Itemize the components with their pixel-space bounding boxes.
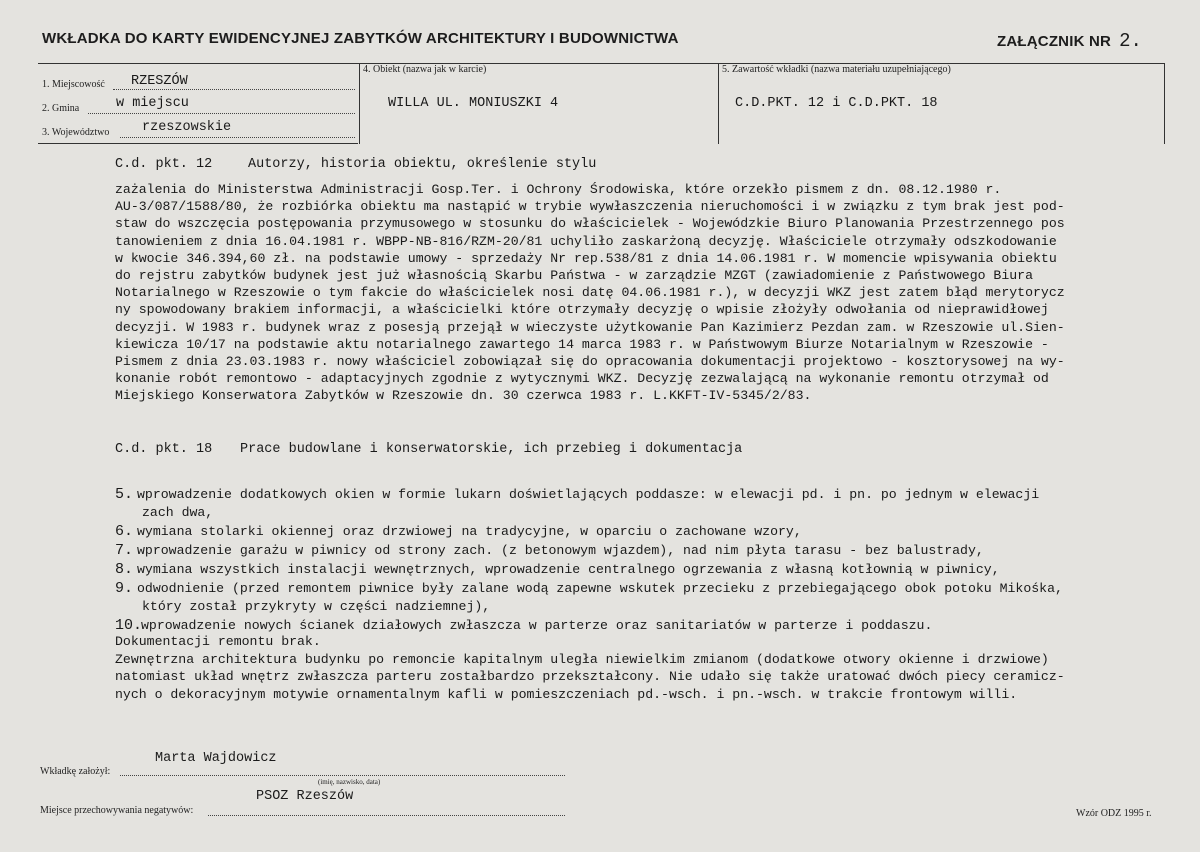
closing-line: Zewnętrzna architektura budynku po remoncie kapitalnym uległa niewielkim zmianom (dodatkowe otwory okienne i drzwiowe) <box>115 651 1049 667</box>
closing-line: nych o dekoracyjnym motywie ornamentalnym kafli w pomieszczeniach pd.-wsch. i pn.-wsch. w trakcie frontowym willi. <box>115 686 1018 702</box>
zalozyl-label: Wkładkę założył: <box>40 766 111 777</box>
miejscowosc-value: RZESZÓW <box>131 74 188 89</box>
section12-line: tanowieniem z dnia 16.04.1981 r. WBPP-NB-816/RZM-20/81 uchyliło zaskarżoną decyzję. Właściciele otrzymały odszkodowanie <box>115 233 1057 249</box>
miejscowosc-label: 1. Miejscowość <box>42 79 105 90</box>
zawartosc-value: C.D.PKT. 12 i C.D.PKT. 18 <box>735 96 938 111</box>
zalozyl-value: Marta Wajdowicz <box>155 751 277 766</box>
divider-2 <box>718 64 719 144</box>
section12-line: ny spowodowany brakiem informacji, a właścicielki które otrzymały decyzję o wpisie złożyły odwołania od nieprawidłowej <box>115 302 1049 318</box>
miejscowosc-dots <box>113 89 355 90</box>
section12-title: Autorzy, historia obiektu, określenie stylu <box>248 157 597 172</box>
list-item-text: zach dwa, <box>142 505 214 520</box>
zalozyl-dots <box>120 775 565 776</box>
negatywy-value: PSOZ Rzeszów <box>256 789 354 804</box>
list-item-text: wprowadzenie dodatkowych okien w formie lukarn doświetlających poddasze: w elewacji pd. i pn. po jednym w elewacji <box>137 487 1040 502</box>
attachment-label: ZAŁĄCZNIK NR <box>997 33 1112 50</box>
list-item-text: odwodnienie (przed remontem piwnice były zalane wodą zapewne wskutek przecieku z przebiegającego obok potoku Mikośka, <box>137 581 1063 596</box>
list-item-text: wprowadzenie garażu w piwnicy od strony zach. (z betonowym wjazdem), nad nim płyta tarasu - bez balustrady, <box>137 543 984 558</box>
wojewodztwo-dots <box>120 137 355 138</box>
gmina-label: 2. Gmina <box>42 103 80 114</box>
negatywy-label: Miejsce przechowywania negatywów: <box>40 805 194 816</box>
section12-number: C.d. pkt. 12 <box>115 157 213 172</box>
section12-line: konanie robót remontowo - adaptacyjnych zgodnie z wytycznymi WKZ. Decyzję zezwalającą na wykonanie remontu otrzymał od <box>115 371 1049 387</box>
list-item-text: wprowadzenie nowych ścianek działowych zwłaszcza w parterze oraz sanitariatów w parterze i poddaszu. <box>141 618 933 633</box>
closing-line: Dokumentacji remontu brak. <box>115 634 321 649</box>
list-item-number: 5. <box>115 486 134 503</box>
list-item-text: który został przykryty w części nadziemnej), <box>142 599 491 614</box>
zalozyl-hint: (imię, nazwisko, data) <box>318 778 381 786</box>
section12-line: AU-3/087/1588/80, że rozbiórka obiektu ma nastąpić w trybie wywłaszczenia nieruchomości i w związku z tym brak jest pod- <box>115 199 1065 215</box>
document-title: WKŁADKA DO KARTY EWIDENCYJNEJ ZABYTKÓW ARCHITEKTURY I BUDOWNICTWA <box>42 30 679 47</box>
list-item-number: 6. <box>115 523 134 540</box>
section12-line: zażalenia do Ministerstwa Administracji Gosp.Ter. i Ochrony Środowiska, które orzekło pismem z dn. 08.12.1980 r. <box>115 182 1002 197</box>
obiekt-value: WILLA UL. MONIUSZKI 4 <box>388 96 559 111</box>
zawartosc-label: 5. Zawartość wkładki (nazwa materiału uzupełniającego) <box>722 64 951 75</box>
closing-line: natomiast układ wnętrz zwłaszcza parteru zostałbardzo przekształcony. Nie udało się także uratować dwóch piecy ceramicz- <box>115 669 1065 684</box>
section12-line: staw do wszczęcia postępowania przymusowego w stosunku do właścicielek - Wojewódzkie Biuro Planowania Przestrzennego pos <box>115 216 1065 232</box>
bottom-line <box>38 143 358 144</box>
section12-line: decyzji. W 1983 r. budynek wraz z posesją przejął w wieczyste użytkowanie Pan Kazimierz Pezdan zam. w Rzeszowie ul.Sien- <box>115 319 1065 335</box>
obiekt-label: 4. Obiekt (nazwa jak w karcie) <box>363 64 487 75</box>
wojewodztwo-label: 3. Województwo <box>42 127 110 138</box>
section18-title: Prace budowlane i konserwatorskie, ich przebieg i dokumentacja <box>240 442 743 457</box>
section12-line: Miejskiego Konserwatora Zabytków w Rzeszowie dn. 30 czerwca 1983 r. L.KKFT-IV-5345/2/83. <box>115 388 812 404</box>
list-item-text: wymiana stolarki okiennej oraz drzwiowej na tradycyjne, w oparciu o zachowane wzory, <box>137 524 802 539</box>
negatywy-dots <box>208 815 565 816</box>
attachment-block <box>997 30 1142 52</box>
gmina-dots <box>88 113 355 114</box>
list-item-number: 10. <box>115 617 143 634</box>
divider-1 <box>359 64 360 144</box>
list-item-number: 9. <box>115 580 134 597</box>
list-item-number: 7. <box>115 542 134 559</box>
section18-number: C.d. pkt. 18 <box>115 442 213 457</box>
section12-line: w kwocie 346.394,60 zł. na podstawie umowy - sprzedaży Nr rep.538/81 z dnia 14.06.1981 r. W momencie wpisywania obiektu <box>115 250 1057 266</box>
gmina-value: w miejscu <box>116 96 189 111</box>
attachment-number: 2. <box>1119 30 1142 52</box>
section12-line: Pismem z dnia 23.03.1983 r. nowy właściciel zobowiązał się do opracowania dokumentacji projektowo - kosztorysowej na wy- <box>115 354 1065 369</box>
form-version: Wzór ODZ 1995 r. <box>1076 808 1152 819</box>
wojewodztwo-value: rzeszowskie <box>142 120 232 135</box>
section12-line: kiewicza 10/17 na podstawie aktu notarialnego zawartego 14 marca 1983 r. w Państwowym Biurze Notarialnym w Rzeszowie - <box>115 336 1049 352</box>
list-item-text: wymiana wszystkich instalacji wewnętrznych, wprowadzenie centralnego ogrzewania z własną kotłownią w piwnicy, <box>137 562 1000 577</box>
section12-line: Notarialnego w Rzeszowie o tym fakcie do właścicielek nosi datę 04.06.1981 r.), w decyzji WKZ jest zatem błąd merytorycz <box>115 285 1065 301</box>
list-item-number: 8. <box>115 561 134 578</box>
section12-line: do rejstru zabytków budynek jest już własnością Skarbu Państwa - w zarządzie MZGT (zawiadomienie z Państwowego Biura <box>115 268 1033 283</box>
